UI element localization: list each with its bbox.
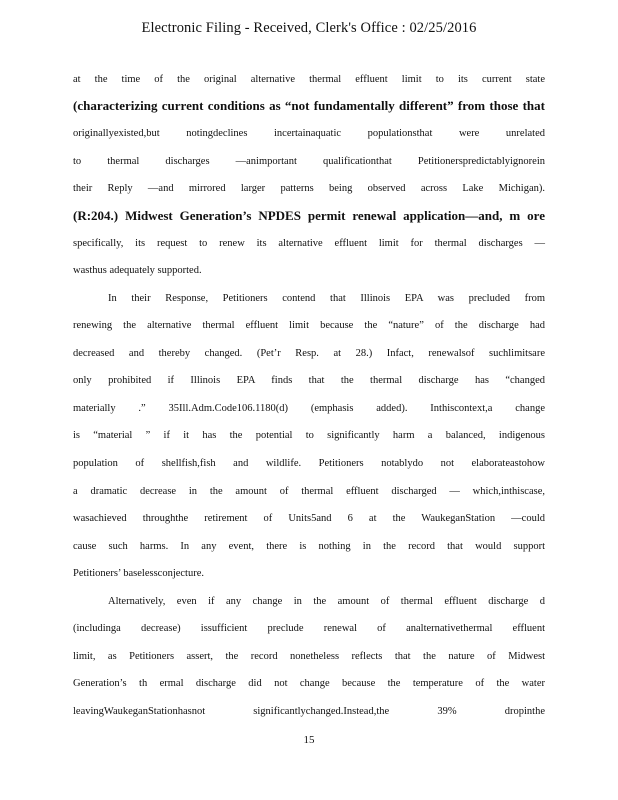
page-number: 15 <box>303 734 315 746</box>
text-line: to thermal discharges —animportant qualificationthat Petitionerspredictablyignorein <box>73 156 545 167</box>
text-line: specifically, its request to renew its alternative effluent limit for thermal discharges — <box>73 238 545 249</box>
text-line: wasthus adequately supported. <box>73 265 202 276</box>
text-line: Alternatively, even if any change in the amount of thermal effluent discharge d <box>108 596 545 607</box>
text-line: their Reply —and mirrored larger patterns being observed across Lake Michigan). <box>73 183 545 194</box>
text-line: Generation’s th ermal discharge did not change because the temperature of the water <box>73 678 545 689</box>
text-line: wasachieved throughthe retirement of Units5and 6 at the WaukeganStation —could <box>73 513 545 524</box>
text-line: (characterizing current conditions as “not fundamentally different” from those that <box>73 98 545 113</box>
text-line: limit, as Petitioners assert, the record nonetheless reflects that the nature of Midwest <box>73 651 545 662</box>
text-line: is “material ” if it has the potential to significantly harm a balanced, indigenous <box>73 430 545 441</box>
text-line: originallyexisted,but notingdeclines incertainaquatic populationsthat were unrelated <box>73 128 545 139</box>
text-line: cause such harms. In any event, there is nothing in the record that would support <box>73 541 545 552</box>
text-line: at the time of the original alternative thermal effluent limit to its current state <box>73 74 545 85</box>
text-line: population of shellfish,fish and wildlife. Petitioners notablydo not elaborateastohow <box>73 458 545 469</box>
text-line: a dramatic decrease in the amount of thermal effluent discharged — which,inthiscase, <box>73 486 545 497</box>
text-line: materially .” 35Ill.Adm.Code106.1180(d) (emphasis added). Inthiscontext,a change <box>73 403 545 414</box>
text-line: decreased and thereby changed. (Pet’r Resp. at 28.) Infact, renewalsof suchlimitsare <box>73 348 545 359</box>
text-line: renewing the alternative thermal effluent limit because the “nature” of the discharge had <box>73 320 545 331</box>
text-line: (R:204.) Midwest Generation’s NPDES permit renewal application—and, m ore <box>73 208 545 223</box>
text-line: Petitioners’ baselessconjecture. <box>73 568 205 579</box>
text-line: only prohibited if Illinois EPA finds that the thermal discharge has “changed <box>73 375 545 386</box>
page-header: Electronic Filing - Received, Clerk's Office : 02/25/2016 <box>141 20 477 36</box>
text-line: In their Response, Petitioners contend that Illinois EPA was precluded from <box>108 293 545 304</box>
text-line: leavingWaukeganStationhasnot significantlychanged.Instead,the 39% dropinthe <box>73 706 545 717</box>
text-line: (includinga decrease) issufficient preclude renewal of analternativethermal effluent <box>73 623 545 634</box>
